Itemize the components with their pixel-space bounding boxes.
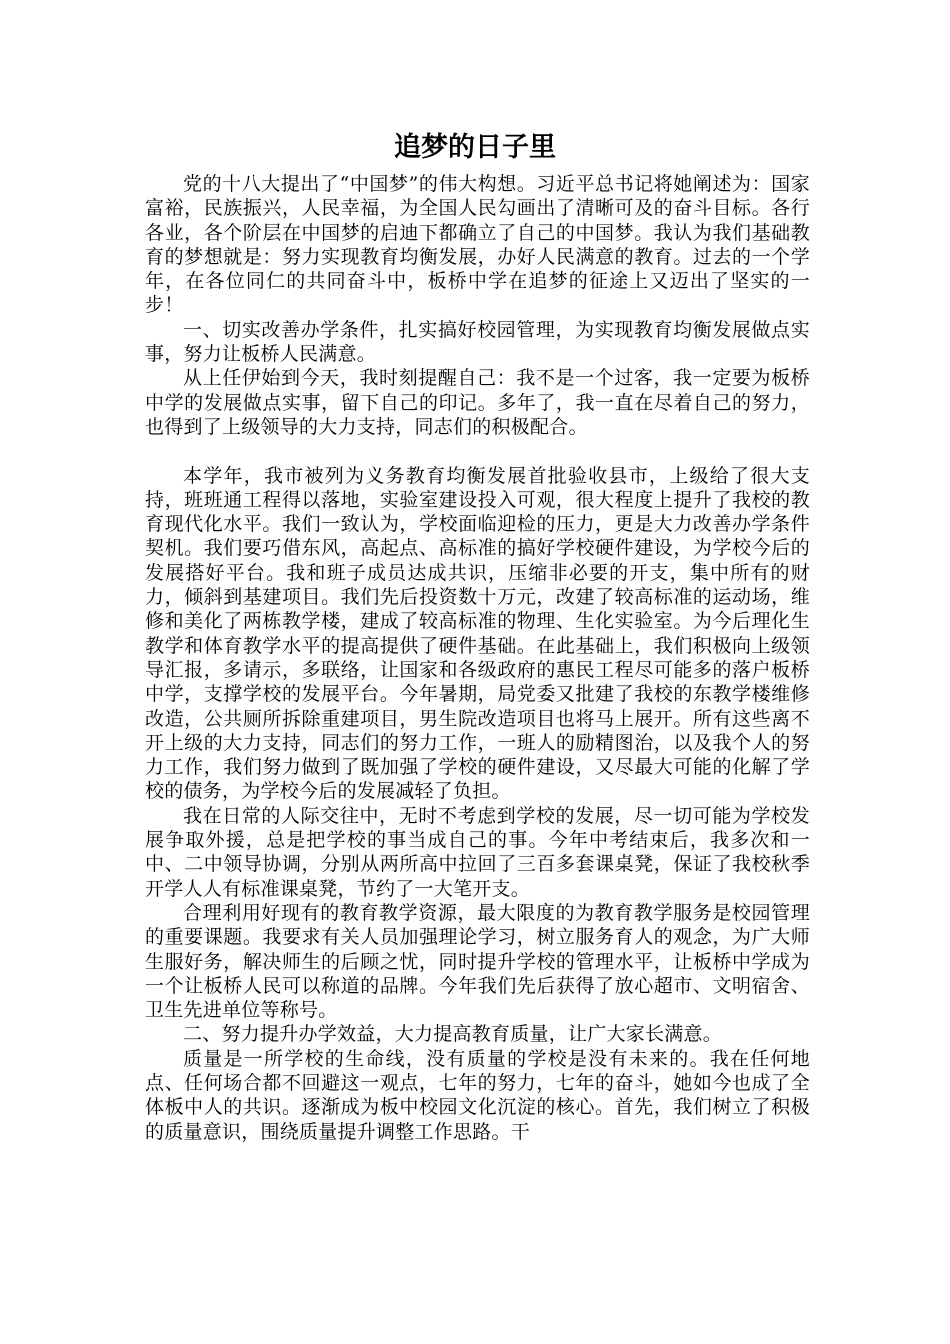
paragraph-external-support: 我在日常的人际交往中，无时不考虑到学校的发展，尽一切可能为学校发展争取外援，总是把学校的事当成自己的事。今年中考结束后，我多次和一中、二中领导协调，分别从两所高中拉回了三百多套课桌凳，保证了我校秋季开学人人有标准课桌凳，节约了一大笔开支。 (145, 804, 810, 900)
paragraph-personal-commitment: 从上任伊始到今天，我时刻提醒自己：我不是一个过客，我一定要为板桥中学的发展做点实事，留下自己的印记。多年了，我一直在尽着自己的努力，也得到了上级领导的大力支持，同志们的积极配合。 (145, 367, 810, 438)
paragraph-intro: 党的十八大提出了“中国梦”的伟大构想。习近平总书记将她阐述为：国家富裕，民族振兴，人民幸福，为全国人民勾画出了清晰可及的奋斗目标。各行各业，各个阶层在中国梦的启迪下都确立了自己的中国梦。我认为我们基础教育的梦想就是：努力实现教育均衡发展，办好人民满意的教育。过去的一个学年，在各位同仁的共同奋斗中，板桥中学在追梦的征途上又迈出了坚实的一步！ (145, 173, 810, 317)
section-heading-two: 二、努力提升办学效益，大力提高教育质量，让广大家长满意。 (183, 1023, 723, 1046)
document-title: 追梦的日子里 (394, 132, 556, 163)
paragraph-facility-improvement: 本学年，我市被列为义务教育均衡发展首批验收县市，上级给了很大支持，班班通工程得以落地，实验室建设投入可观，很大程度上提升了我校的教育现代化水平。我们一致认为，学校面临迎检的压力，更是大力改善办学条件契机。我们要巧借东风，高起点、高标准的搞好学校硬件建设，为学校今后的发展搭好平台。我和班子成员达成共识，压缩非必要的开支，集中所有的财力，倾斜到基建项目。我们先后投资数十万元，改建了较高标准的运动场，维修和美化了两栋教学楼，建成了较高标准的物理、生化实验室。为今后理化生教学和体育教学水平的提高提供了硬件基础。在此基础上，我们积极向上级领导汇报，多请示，多联络，让国家和各级政府的惠民工程尽可能多的落户板桥中学，支撑学校的发展平台。今年暑期，局党委又批建了我校的东教学楼维修改造，公共厕所拆除重建项目，男生院改造项目也将马上展开。所有这些离不开上级的大力支持，同志们的努力工作，一班人的励精图治，以及我个人的努力工作，我们努力做到了既加强了学校的硬件建设，又尽最大可能的化解了学校的债务，为学校今后的发展减轻了负担。 (145, 464, 810, 803)
paragraph-quality: 质量是一所学校的生命线，没有质量的学校是没有未来的。我在任何地点、任何场合都不回避这一观点，七年的努力，七年的奋斗，她如今也成了全体板中人的共识。逐渐成为板中校园文化沉淀的核心。首先，我们树立了积极的质量意识，围绕质量提升调整工作思路。干 (145, 1047, 810, 1143)
document-body (145, 172, 810, 1144)
section-heading-one: 一、切实改善办学条件，扎实搞好校园管理，为实现教育均衡发展做点实事，努力让板桥人民满意。 (145, 318, 810, 366)
paragraph-resource-management: 合理利用好现有的教育教学资源，最大限度的为教育教学服务是校园管理的重要课题。我要求有关人员加强理论学习，树立服务育人的观念，为广大师生服好务，解决师生的后顾之忧，同时提升学校的管理水平，让板桥中学成为一个让板桥人民可以称道的品牌。今年我们先后获得了放心超市、文明宿舍、卫生先进单位等称号。 (145, 901, 810, 1022)
